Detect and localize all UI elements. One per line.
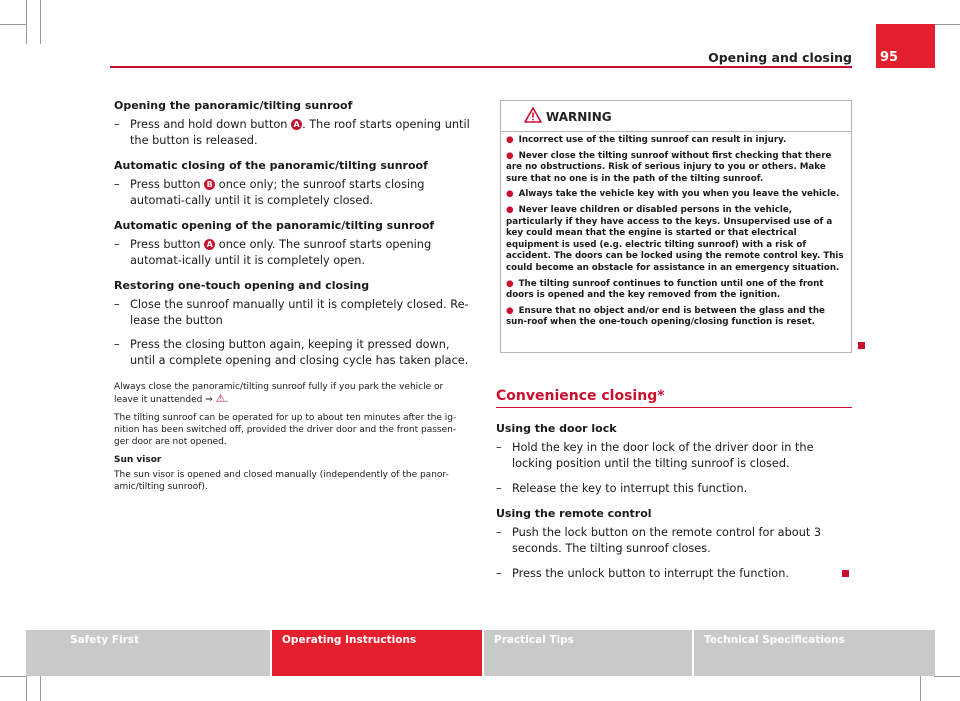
- left-column: [114, 99, 470, 493]
- dash: –: [114, 178, 120, 191]
- warning-item-text: Never leave children or disabled persons in the vehicle, particularly if they have access to the keys. Unsupervised use of a key could mean that the engine is started or that electrical equipment is used (e.g. electric tilting sunroof) with a risk of accident. The doors can be locked using the remote control key. This could become an obstacle for assistance in an emergency situation.: [506, 204, 844, 273]
- dash: –: [114, 118, 120, 131]
- header-rule: [110, 66, 852, 68]
- crop-mark: [40, 0, 41, 44]
- step-remote-2: [496, 566, 856, 582]
- warning-item: [506, 306, 848, 329]
- heading-restoring: Restoring one-touch opening and closing: [114, 279, 370, 292]
- step-text: once only; the sunroof starts closing automati-cally until it is completely closed.: [130, 178, 425, 207]
- end-of-section-mark: [858, 342, 865, 349]
- warning-item: [506, 135, 848, 147]
- crop-mark: [0, 24, 26, 25]
- footer-tab-practical-tips[interactable]: Practical Tips: [494, 634, 574, 646]
- step-text: Close the sunroof manually until it is completely closed. Re-lease the button: [130, 298, 469, 327]
- button-b-badge: B: [204, 179, 215, 190]
- dash: –: [496, 441, 502, 454]
- dash: –: [114, 298, 120, 311]
- step-text: Press the unlock button to interrupt the function.: [512, 567, 789, 580]
- note-text: Always close the panoramic/tilting sunroof fully if you park the vehicle or leave it unattended ⇒: [114, 382, 444, 405]
- heading-door-lock: Using the door lock: [496, 422, 617, 435]
- bullet-icon: ●: [506, 204, 514, 215]
- right-column: [496, 422, 856, 582]
- warning-item-text: Ensure that no object and/or end is between the glass and the sun-roof when the one-touch opening/closing function is reset.: [506, 305, 825, 328]
- warning-item: [506, 279, 848, 302]
- footer-tab-operating-instructions[interactable]: Operating Instructions: [272, 630, 482, 676]
- warning-box: [500, 100, 852, 353]
- step-auto-closing: [114, 177, 470, 209]
- dash: –: [114, 338, 120, 351]
- bullet-icon: ●: [506, 189, 514, 200]
- heading-auto-opening: Automatic opening of the panoramic/tilting sunroof: [114, 219, 435, 232]
- step-text: . The roof starts opening until the button is released.: [130, 118, 470, 147]
- section-rule: [496, 407, 852, 408]
- step-text: Press and hold down button: [130, 118, 292, 131]
- note-park: [114, 381, 470, 406]
- footer-nav: [26, 630, 935, 676]
- crop-mark: [934, 24, 960, 25]
- dash: –: [496, 526, 502, 539]
- footer-tab-technical-specifications[interactable]: Technical Specifications: [704, 634, 845, 646]
- dash: –: [114, 238, 120, 251]
- warning-item-text: Incorrect use of the tilting sunroof can result in injury.: [518, 135, 787, 145]
- warning-item-text: Always take the vehicle key with you when you leave the vehicle.: [518, 189, 840, 200]
- step-auto-opening: [114, 237, 470, 269]
- crop-mark: [26, 0, 27, 44]
- warning-item: [506, 151, 848, 186]
- heading-opening: Opening the panoramic/tilting sunroof: [114, 99, 353, 112]
- bullet-icon: ●: [506, 305, 514, 316]
- dash: –: [496, 482, 502, 495]
- step-text: once only. The sunroof starts opening automat-ically until it is completely open.: [130, 238, 432, 267]
- step-text: Release the key to interrupt this function.: [512, 482, 748, 495]
- running-header: Opening and closing: [708, 50, 852, 65]
- footer-tab-safety-first[interactable]: Safety First: [70, 634, 140, 646]
- crop-mark: [0, 676, 26, 677]
- step-text: Press button: [130, 178, 205, 191]
- warning-triangle-icon: [524, 107, 542, 123]
- heading-remote-control: Using the remote control: [496, 507, 652, 520]
- warning-item: [506, 205, 848, 275]
- note-text: .: [225, 395, 229, 405]
- warning-item-text: Never close the tilting sunroof without first checking that there are no obstructions. Risk of serious injury to you or others. Make sure that no one is in the path of the tilting sunroof.: [506, 150, 832, 184]
- warning-body: [506, 135, 848, 333]
- step-door-lock-2: [496, 481, 856, 497]
- step-remote-1: [496, 525, 856, 557]
- page-number: 95: [880, 50, 899, 65]
- heading-auto-closing: Automatic closing of the panoramic/tilting sunroof: [114, 159, 428, 172]
- note-ignition: The tilting sunroof can be operated for up to about ten minutes after the ig-nition has been switched off, provided the driver door and the front passen-ger door are not opened.: [114, 413, 457, 447]
- warning-item-text: The tilting sunroof continues to function until one of the front doors is opened and the key removed from the ignition.: [506, 278, 824, 301]
- bullet-icon: ●: [506, 278, 514, 289]
- step-door-lock-1: [496, 440, 856, 472]
- step-opening: [114, 117, 470, 149]
- button-a-badge: A: [291, 119, 302, 130]
- button-a-badge: A: [204, 239, 215, 250]
- bullet-icon: ●: [506, 135, 514, 145]
- section-title: Convenience closing*: [496, 388, 665, 404]
- step-text: Push the lock button on the remote control for about 3 seconds. The tilting sunroof closes.: [512, 526, 822, 555]
- step-text: Hold the key in the door lock of the driver door in the locking position until the tilting sunroof is closed.: [512, 441, 814, 470]
- bullet-icon: ●: [506, 150, 514, 161]
- end-of-section-mark: [842, 570, 849, 577]
- heading-sun-visor: Sun visor: [114, 455, 162, 465]
- note-sun-visor: The sun visor is opened and closed manually (independently of the panor-amic/tilting sunroof).: [114, 470, 449, 492]
- dash: –: [496, 567, 502, 580]
- warning-triangle-icon: ⚠: [215, 392, 226, 405]
- warning-header: [501, 101, 851, 132]
- step-text: Press the closing button again, keeping it pressed down, until a complete opening and closing cycle has taken place.: [130, 338, 469, 367]
- warning-title: WARNING: [546, 110, 612, 124]
- step-restoring-2: [114, 337, 470, 369]
- warning-item: [506, 189, 848, 201]
- step-text: Press button: [130, 238, 205, 251]
- crop-mark: [934, 676, 960, 677]
- step-restoring-1: [114, 297, 470, 329]
